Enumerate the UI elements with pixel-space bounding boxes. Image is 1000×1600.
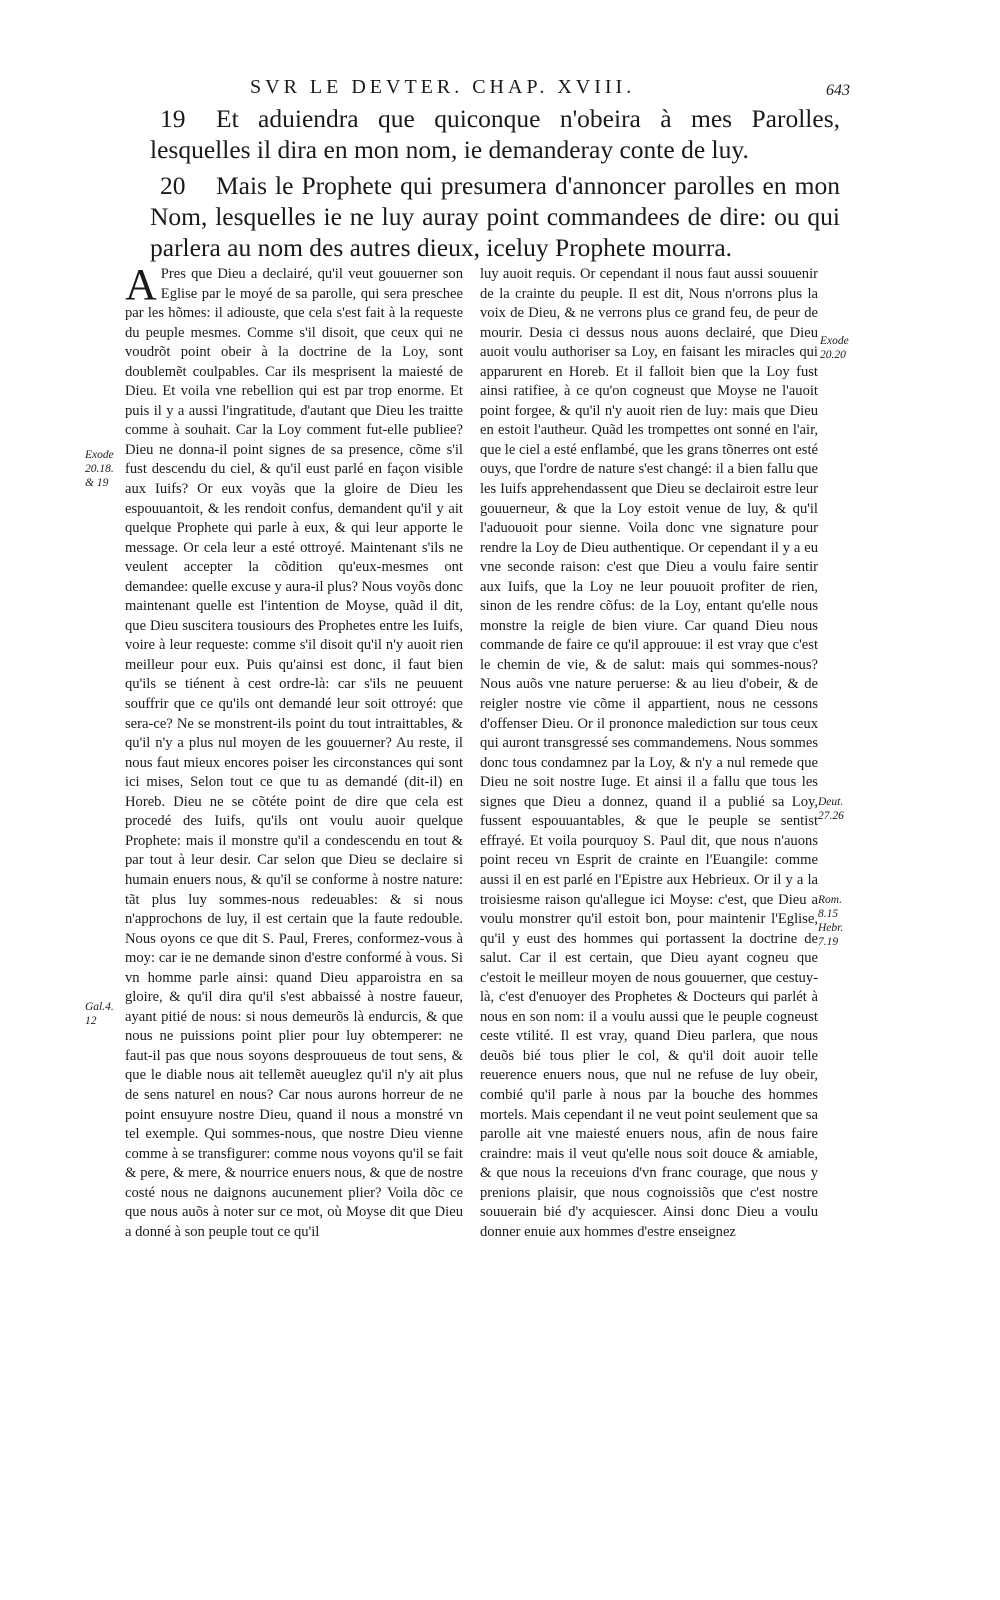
verse-19	[150, 103, 840, 165]
verse-text: Et aduiendra que quiconque n'obeira à mes Parolles, lesquelles il dira en mon nom, ie demanderay conte de luy.	[150, 104, 840, 164]
margin-note-rom-hebr: Rom. 8.15 Hebr. 7.19	[818, 894, 844, 948]
verse-text: Mais le Prophete qui presumera d'annoncer parolles en mon Nom, lesquelles ie ne luy auray point commandees de dire: ou qui parlera au nom des autres dieux, iceluy Prophete mourra.	[150, 171, 840, 262]
verse-number: 20	[160, 171, 186, 200]
drop-cap: A	[125, 260, 157, 309]
commentary-right-column	[480, 265, 818, 1242]
commentary-left-column	[125, 260, 463, 1242]
margin-note-exode-20-18: Exode 20.18. & 19	[85, 449, 114, 489]
commentary-right-text: luy auoit requis. Or cependant il nous faut aussi souuenir de la crainte du peuple. Il est dit, Nous n'orrons plus la voix de Dieu, & ne verrons plus ce grand feu, de peur de mourir. Desia ci dessus nous auons declairé, que Dieu auoit voulu authoriser sa Loy, en faisant les miracles qui apparurent en Horeb. Et il falloit bien que la Loy fust ainsi ratifiee, à ce qu'on cogneust que Moyse ne l'auoit point forgee, & qu'il n'y auoit rien de luy: mais que Dieu en estoit l'autheur. Quãd les trompettes ont sonné en l'air, que le ciel a esté enflambé, que les grans tõnerres ont esté ouys, que l'ordre de nature s'est changé: il a bien fallu que les Iuifs apprehendassent que Dieu se declairoit estre leur gouuerneur, & que la Loy estoit venue de luy, & qu'il l'aduouoit pour sienne. Voila donc vne signature pour rendre la Loy de Dieu authentique. Or cependant il y a eu vne seconde raison: c'est que Dieu a voulu faire sentir aux Iuifs, que la Loy ne leur pouuoit profiter de rien, sinon de les rendre cõfus: de la Loy, entant qu'elle nous monstre la reigle de bien viure. Car quand Dieu nous commande de faire ce qu'il approuue: il est vray que c'est le chemin de vie, & de salut: mais qui sommes-nous? Nous auõs vne nature peruerse: & au lieu d'obeir, & de reigler nostre vie cõme il appartient, nous ne cessons d'offenser Dieu. Or il prononce malediction sur tous ceux qui auront transgressé ses commandemens. Nous sommes donc tous condamnez par la Loy, & n'y a nul remede que Dieu ne soit nostre Iuge. Et ainsi il a fallu que tous les signes que Dieu a donnez, quand il a publié sa Loy, fussent espouuantables, & que le peuple se sentist effrayé. Et voila pourquoy S. Paul dit, que nous n'auons point receu vn Esprit de crainte en l'Euangile: comme aussi il en est parlé en l'Epistre aux Hebrieux. Or il y a la troisiesme raison qu'allegue ici Moyse: c'est, que Dieu a voulu monstrer qu'il estoit bon, pour maintenir l'Eglise, qu'il y eust des hommes qui portassent la doctrine de salut. Car il est certain, que Dieu ayant cogneu que c'estoit le meilleur moyen de nous gouuerner, que cestuy-là, c'est d'enuoyer des Prophetes & Docteurs qui parlét à nous en son nom: il a voulu aussi que le peuple cogneust ceste vtilité. Il est vray, quand Dieu parlera, que nous deuõs bié tous plier le col, & qu'il doit auoir telle reuerence enuers nous, que nul ne refuse de luy obeir, combié qu'il parle à nous par la bouche des hommes mortels. Mais cependant il ne veut point seulement que sa parolle ait vne maiesté enuers nous, afin de nous faire craindre: mais il veut qu'elle nous soit douce & amiable, & que nous la receuions d'vn franc courage, que nous y prenions plaisir, que nous cognoissiõs que c'est nostre souuerain bié d'y acquiescer. Ainsi donc Dieu a voulu donner enuie aux hommes d'estre enseignez	[480, 266, 819, 1240]
margin-note-gal-4-12: Gal.4. 12	[85, 1001, 114, 1027]
verse-number: 19	[160, 104, 186, 133]
page-number: 643	[826, 82, 850, 99]
margin-note-exode-20-20: Exode 20.20	[820, 335, 849, 361]
running-head: SVR LE DEVTER. CHAP. XVIII.	[250, 76, 636, 98]
commentary-left-text: Pres que Dieu a declairé, qu'il veut gouuerner son Eglise par le moyé de sa parolle, qui sera preschee par les hõmes: il adiouste, que cela s'est fait à la requeste du peuple mesmes. Comme s'il disoit, que ceux qui ne voudrõt point obeir à la doctrine de la Loy, sont doublemẽt coulpables. Car ils mesprisent la maiesté de Dieu. Et voila vne rebellion qui est par trop enorme. Et puis il y a aussi l'ingratitude, d'autant que Dieu les traitte comme à souhait. Car la Loy comment fut-elle publiee? Dieu ne donna-il point signes de sa presence, cõme s'il fust descendu du ciel, & qu'il eust parlé en façon visible aux Iuifs? Or eux voyãs que la gloire de Dieu les espouuantoit, & les rendoit confus, demandent qu'il y ait quelque Prophete qui parle à eux, & qui leur apporte le message. Or cela leur a esté ottroyé. Maintenant s'ils ne veulent accepter la cõdition qu'eux-mesmes ont demandee: quelle excuse y aura-il plus? Nous voyõs donc maintenant quelle est l'intention de Moyse, quãd il dit, que Dieu suscitera tousiours des Prophetes entre les Iuifs, voire à leur requeste: comme s'il disoit qu'il n'y auoit rien meilleur pour eux. Puis qu'ainsi est donc, il faut bien qu'ils se tiénent à cest ordre-là: car s'ils ne peuuent souffrir que ce qu'ils ont demandé leur soit ottroyé: que sera-ce? Ne se monstrent-ils point du tout intraittables, & qu'il n'y a plus nul moyen de les gouuerner? Au reste, il nous faut mieux encores poiser les circonstances qui sont ici mises, Selon tout ce que tu as demandé (dit-il) en Horeb. Dieu ne se cõtéte point de dire que cela est procedé des Iuifs, qu'ils ont voulu auoir quelque Prophete: mais il monstre qu'il a condescendu en tout & par tout à leur desir. Car selon que Dieu se declaire si humain enuers nous, & qu'il se conforme à nostre nature: tãt plus luy sommes-nous redeuables: & si nous n'approchons de luy, il est certain que la faute redouble. Nous oyons ce que dit S. Paul, Freres, conformez-vous à moy: car ie ne demande sinon d'estre conformé à vous. Si vn homme parle ainsi: quand Dieu apparoistra en sa gloire, & qu'il dira qu'il s'est abbaissé à nostre faueur, ayant pitié de nous: si nous demeurõs là endurcis, & que nous ne puissions point plier pour luy obtemperer: ne faut-il pas que nous soyons desprouueus de tout sens, & que le diable nous ait tellemẽt aueuglez qu'il n'y ait plus de sens naturel en nous? Car nous aurons horreur de ne point ensuyure nostre Dieu, quand il nous a monstré vn tel exemple. Qui sommes-nous, que nostre Dieu vienne comme à se transfigurer: comme nous voyons qu'il se fait & pere, & mere, & nourrice enuers nous, & que de nostre costé nous ne daignons aucunement plier? Voila dõc ce que nous auõs à noter sur ce mot, où Moyse dit que Dieu a donné à son peuple tout ce qu'il	[125, 266, 463, 1240]
verse-20	[150, 170, 840, 263]
margin-note-deut-27-26: Deut. 27.26	[818, 796, 844, 822]
